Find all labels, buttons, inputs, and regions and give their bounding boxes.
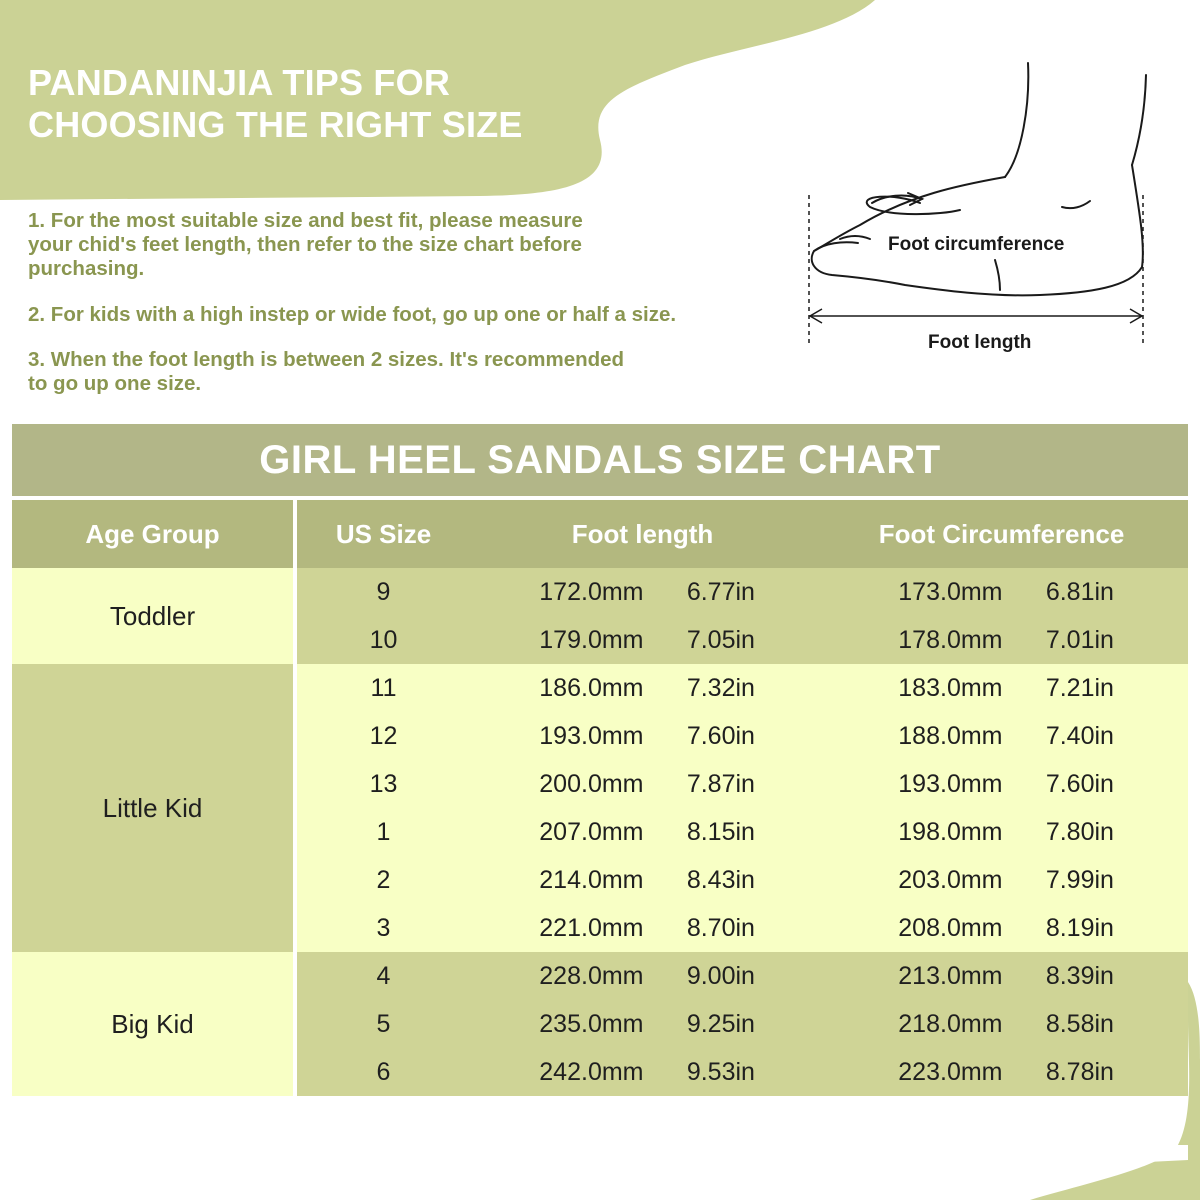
us-size-cell: 13	[295, 760, 470, 808]
foot-circumference-in: 7.01	[1045, 625, 1095, 654]
toe-line-2	[840, 236, 870, 239]
leg-front-line	[1005, 63, 1028, 177]
chart-title: GIRL HEEL SANDALS SIZE CHART	[12, 424, 1188, 496]
foot-length-in: 9.25	[686, 1009, 736, 1038]
foot-length-unit: in	[735, 961, 755, 990]
foot-circumference-cell	[815, 1000, 1188, 1048]
bottom-left-blob	[12, 1145, 1188, 1200]
foot-circumference-in: 7.40	[1045, 721, 1095, 750]
foot-length-mm: 214.0mm	[539, 865, 644, 894]
foot-circumference-in: 6.81	[1045, 577, 1095, 606]
col-age-group: Age Group	[12, 500, 295, 568]
foot-length-cell	[470, 808, 815, 856]
foot-circumference-unit: in	[1094, 769, 1114, 798]
tip-2: 2. For kids with a high instep or wide foot, go up one or half a size.	[28, 303, 677, 326]
us-size-cell: 4	[295, 952, 470, 1000]
foot-length-in: 7.87	[686, 769, 736, 798]
foot-circumference-mm: 223.0mm	[898, 1057, 1003, 1086]
table-header-row	[12, 500, 1188, 568]
foot-length-unit: in	[735, 865, 755, 894]
foot-circumference-mm: 208.0mm	[898, 913, 1003, 942]
foot-length-cell	[470, 1000, 815, 1048]
us-size-cell: 3	[295, 904, 470, 952]
foot-length-unit: in	[735, 769, 755, 798]
us-size-cell: 9	[295, 568, 470, 616]
foot-circumference-unit: in	[1094, 817, 1114, 846]
foot-length-mm: 207.0mm	[539, 817, 644, 846]
table-row	[12, 568, 1188, 616]
foot-length-mm: 221.0mm	[539, 913, 644, 942]
foot-length-mm: 242.0mm	[539, 1057, 644, 1086]
foot-length-unit: in	[735, 913, 755, 942]
foot-circumference-cell	[815, 568, 1188, 616]
age-group-cell: Toddler	[12, 568, 295, 664]
foot-length-in: 7.32	[686, 673, 736, 702]
us-size-cell: 6	[295, 1048, 470, 1096]
table-row	[12, 664, 1188, 712]
col-foot-length: Foot length	[470, 500, 815, 568]
us-size-cell: 10	[295, 616, 470, 664]
foot-circumference-cell	[815, 904, 1188, 952]
foot-length-unit: in	[735, 625, 755, 654]
foot-length-in: 8.43	[686, 865, 736, 894]
foot-circumference-mm: 198.0mm	[898, 817, 1003, 846]
foot-length-in: 7.60	[686, 721, 736, 750]
foot-circumference-in: 7.21	[1045, 673, 1095, 702]
us-size-cell: 2	[295, 856, 470, 904]
foot-circumference-mm: 173.0mm	[898, 577, 1003, 606]
foot-circumference-mm: 188.0mm	[898, 721, 1003, 750]
table-body	[12, 568, 1188, 1096]
foot-circumference-cell	[815, 760, 1188, 808]
foot-length-unit: in	[735, 1057, 755, 1086]
foot-circumference-unit: in	[1094, 913, 1114, 942]
age-group-cell: Big Kid	[12, 952, 295, 1096]
length-label: Foot length	[928, 332, 1032, 353]
foot-length-mm: 235.0mm	[539, 1009, 644, 1038]
tip-1: 1. For the most suitable size and best fit, please measure your chid's feet length, then refer to the size chart before purchasing.	[28, 209, 583, 280]
foot-length-cell	[470, 616, 815, 664]
title-line-1: PANDANINJIA TIPS FOR	[28, 62, 451, 103]
foot-circumference-mm: 178.0mm	[898, 625, 1003, 654]
age-group-cell: Little Kid	[12, 664, 295, 952]
foot-circumference-in: 8.19	[1045, 913, 1095, 942]
foot-length-mm: 193.0mm	[539, 721, 644, 750]
foot-circumference-in: 7.80	[1045, 817, 1095, 846]
ankle-mark	[1062, 201, 1090, 208]
foot-outline	[812, 165, 1143, 295]
foot-circumference-mm: 203.0mm	[898, 865, 1003, 894]
foot-circumference-unit: in	[1094, 1009, 1114, 1038]
foot-length-unit: in	[735, 1009, 755, 1038]
foot-measure-diagram	[800, 55, 1160, 365]
foot-circumference-cell	[815, 952, 1188, 1000]
title-line-2: CHOOSING THE RIGHT SIZE	[28, 104, 523, 145]
foot-length-cell	[470, 664, 815, 712]
foot-circumference-unit: in	[1094, 865, 1114, 894]
foot-circumference-cell	[815, 616, 1188, 664]
instep-mark	[995, 260, 1000, 290]
foot-circumference-mm: 218.0mm	[898, 1009, 1003, 1038]
us-size-cell: 12	[295, 712, 470, 760]
foot-circumference-in: 7.99	[1045, 865, 1095, 894]
foot-circumference-cell	[815, 856, 1188, 904]
us-size-cell: 11	[295, 664, 470, 712]
foot-length-in: 8.70	[686, 913, 736, 942]
foot-length-cell	[470, 568, 815, 616]
foot-circumference-cell	[815, 712, 1188, 760]
foot-length-mm: 179.0mm	[539, 625, 644, 654]
foot-circumference-unit: in	[1094, 625, 1114, 654]
foot-circumference-unit: in	[1094, 673, 1114, 702]
foot-length-cell	[470, 760, 815, 808]
foot-length-mm: 228.0mm	[539, 961, 644, 990]
foot-length-unit: in	[735, 721, 755, 750]
foot-length-unit: in	[735, 817, 755, 846]
foot-length-in: 8.15	[686, 817, 736, 846]
circumference-label: Foot circumference	[888, 234, 1065, 255]
foot-length-mm: 186.0mm	[539, 673, 644, 702]
foot-circumference-unit: in	[1094, 721, 1114, 750]
foot-length-mm: 200.0mm	[539, 769, 644, 798]
foot-length-unit: in	[735, 577, 755, 606]
foot-circumference-cell	[815, 664, 1188, 712]
foot-circumference-mm: 213.0mm	[898, 961, 1003, 990]
tip-3: 3. When the foot length is between 2 sizes. It's recommended to go up one size.	[28, 348, 625, 395]
toe-line	[814, 242, 858, 251]
foot-circumference-in: 8.39	[1045, 961, 1095, 990]
size-chart	[12, 424, 1188, 1096]
foot-length-in: 9.00	[686, 961, 736, 990]
foot-length-cell	[470, 1048, 815, 1096]
foot-length-cell	[470, 952, 815, 1000]
foot-circumference-cell	[815, 1048, 1188, 1096]
table-row	[12, 952, 1188, 1000]
foot-length-in: 7.05	[686, 625, 736, 654]
foot-length-cell	[470, 712, 815, 760]
leg-back-line	[1132, 75, 1146, 165]
foot-circumference-unit: in	[1094, 961, 1114, 990]
foot-length-in: 9.53	[686, 1057, 736, 1086]
foot-circumference-in: 7.60	[1045, 769, 1095, 798]
foot-circumference-cell	[815, 808, 1188, 856]
foot-circumference-in: 8.58	[1045, 1009, 1095, 1038]
us-size-cell: 5	[295, 1000, 470, 1048]
foot-length-in: 6.77	[686, 577, 736, 606]
foot-length-mm: 172.0mm	[539, 577, 644, 606]
foot-length-cell	[470, 904, 815, 952]
foot-circumference-unit: in	[1094, 1057, 1114, 1086]
page-title	[28, 62, 523, 146]
foot-circumference-mm: 193.0mm	[898, 769, 1003, 798]
foot-circumference-unit: in	[1094, 577, 1114, 606]
us-size-cell: 1	[295, 808, 470, 856]
col-foot-circumference: Foot Circumference	[815, 500, 1188, 568]
foot-length-cell	[470, 856, 815, 904]
size-table	[12, 500, 1188, 1096]
foot-length-unit: in	[735, 673, 755, 702]
col-us-size: US Size	[295, 500, 470, 568]
foot-circumference-in: 8.78	[1045, 1057, 1095, 1086]
foot-circumference-mm: 183.0mm	[898, 673, 1003, 702]
